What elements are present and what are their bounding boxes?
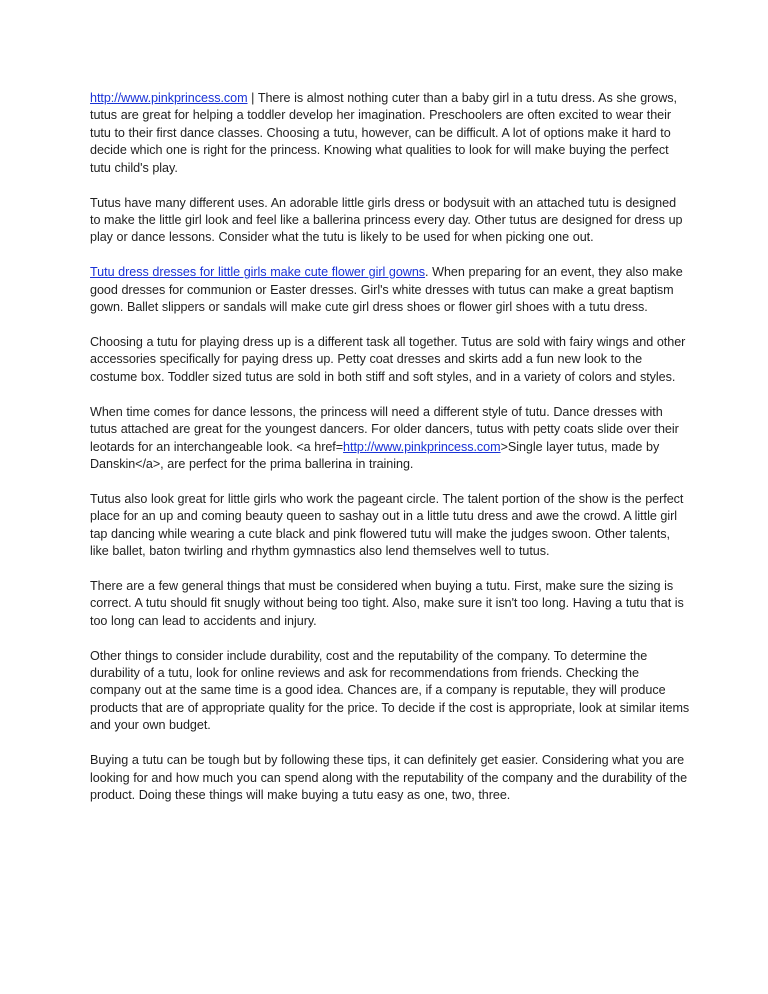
paragraph-pageant: Tutus also look great for little girls who work the pageant circle. The talent portion of the show is the perfect place for an up and coming beauty queen to sashay out in a little tutu dress and awe the crowd. A little girl tap dancing while wearing a cute black and pink flowered tutu will make the judges swoon. Other talents, like ballet, baton twirling and rhythm gymnastics also lend themselves well to tutus. (90, 491, 684, 559)
paragraph-conclusion: Buying a tutu can be tough but by following these tips, it can definitely get easier. Considering what you are looking for and how much you can spend along with the reputability of the company and the durability of the product. Doing these things will make buying a tutu easy as one, two, three. (90, 753, 688, 802)
paragraph-intro (90, 90, 690, 177)
paragraph-text: . When preparing for an event, they also make good dresses for communion or Easter dresses. Girl's white dresses with tutus can make a great baptism gown. Ballet slippers or sandals will make cute girl dress shoes or flower girl shoes with a tutu dress. (90, 265, 683, 315)
pinkprincess-inline-link[interactable]: http://www.pinkprincess.com (343, 439, 501, 454)
paragraph-sizing: There are a few general things that must be considered when buying a tutu. First, make sure the sizing is correct. A tutu should fit snugly without being too tight. Also, make sure it isn't too long. Having a tutu that is too long can lead to accidents and injury. (90, 578, 684, 628)
paragraph-flower-girl (90, 264, 690, 316)
flower-girl-gowns-link[interactable]: Tutu dress dresses for little girls make cute flower girl gowns (90, 265, 426, 280)
paragraph-dress-up: Choosing a tutu for playing dress up is a different task all together. Tutus are sold with fairy wings and other accessories specifically for paying dress up. Petty coat dresses and skirts add a fun new look to the costume box. Toddler sized tutus are sold in both stiff and soft styles, and in a variety of colors and styles. (90, 334, 686, 384)
pinkprincess-link[interactable]: http://www.pinkprincess.com (90, 91, 248, 105)
paragraph-text: When time comes for dance lessons, the princess will need a different style of tutu. Dance dresses with tutus attached are great for the youngest dancers. For older dancers, tutus with petty coats slide over their leotards for an interchangeable look. <a href= (90, 404, 679, 454)
paragraph-durability: Other things to consider include durability, cost and the reputability of the company. To determine the durability of a tutu, look for online reviews and ask for recommendations from friends. Checking the company out at the same time is a good idea. Chances are, if a company is reputable, they will produce products that are of appropriate quality for the price. To decide if the cost is appropriate, look at similar items and your own budget. (90, 648, 690, 733)
paragraph-text: >Single layer tutus, made by Danskin</a>, are perfect for the prima ballerina in training. (90, 439, 660, 471)
document-page (90, 90, 690, 822)
paragraph-dance-lessons (90, 404, 690, 474)
paragraph-text: | There is almost nothing cuter than a baby girl in a tutu dress. As she grows, tutus are great for helping a toddler develop her imagination. Preschoolers are often excited to wear their tutu to their first dance classes. Choosing a tutu, however, can be difficult. A lot of options make it hard to decide which one is right for the princess. Knowing what qualities to look for will make buying the perfect tutu child's play. (90, 91, 677, 175)
paragraph-uses: Tutus have many different uses. An adorable little girls dress or bodysuit with an attached tutu is designed to make the little girl look and feel like a ballerina princess every day. Other tutus are designed for dress up play or dance lessons. Consider what the tutu is likely to be used for when picking one out. (90, 195, 683, 245)
